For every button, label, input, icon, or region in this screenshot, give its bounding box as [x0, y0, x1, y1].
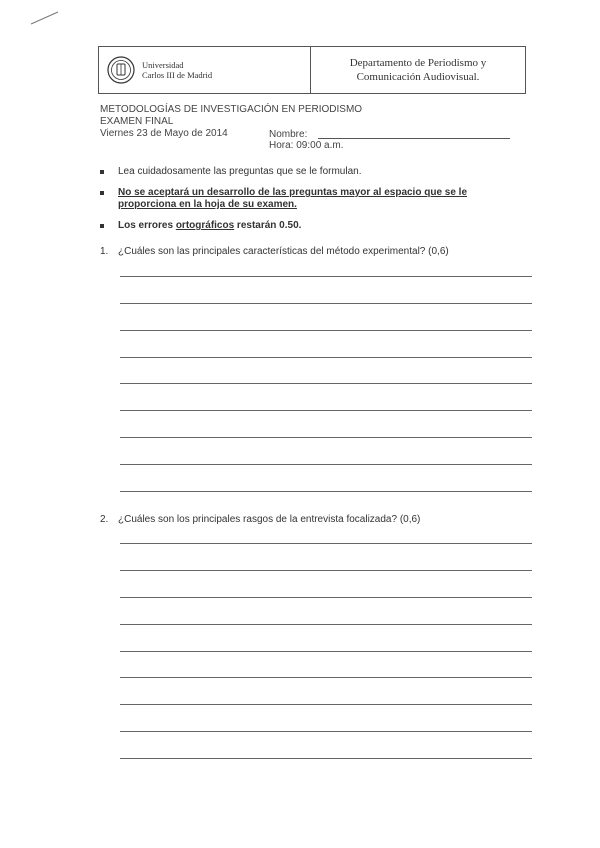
question-2	[100, 514, 420, 526]
question-text: ¿Cuáles son los principales rasgos de la entrevista focalizada? (0,6)	[118, 514, 421, 525]
department-line-2: Comunicación Audiovisual.	[356, 71, 480, 83]
instruction-item: No se aceptará un desarrollo de las preguntas mayor al espacio que se le proporciona en la hoja de su examen.	[98, 187, 518, 211]
answer-line[interactable]	[120, 677, 532, 678]
header-box	[98, 46, 526, 94]
answer-line[interactable]	[120, 410, 532, 411]
department-line-1: Departamento de Periodismo y	[349, 57, 487, 69]
answer-line[interactable]	[120, 543, 532, 544]
answer-line[interactable]	[120, 624, 532, 625]
exam-type: EXAMEN FINAL	[100, 116, 174, 127]
answer-line[interactable]	[120, 704, 532, 705]
university-line-2: Carlos III de Madrid	[142, 70, 213, 80]
exam-time: Hora: 09:00 a.m.	[269, 140, 344, 151]
university-block	[99, 47, 311, 93]
question-text: ¿Cuáles son las principales características del método experimental? (0,6)	[118, 246, 449, 257]
answer-line[interactable]	[120, 570, 532, 571]
university-name	[142, 60, 212, 80]
answer-line[interactable]	[120, 464, 532, 465]
university-line-1: Universidad	[142, 60, 184, 70]
instruction-text: Los errores	[118, 220, 176, 231]
answer-line[interactable]	[120, 651, 532, 652]
question-1	[100, 246, 449, 258]
exam-date: Viernes 23 de Mayo de 2014	[100, 128, 228, 139]
answer-line[interactable]	[120, 597, 532, 598]
name-label: Nombre:	[269, 129, 308, 140]
name-field-line[interactable]	[318, 138, 510, 139]
answer-line[interactable]	[120, 491, 532, 492]
instructions-list	[98, 166, 518, 241]
answer-line[interactable]	[120, 357, 532, 358]
question-number: 2.	[100, 514, 109, 525]
university-seal-icon	[107, 56, 135, 84]
scan-mark	[30, 10, 60, 26]
instruction-text: restarán 0.50.	[234, 220, 302, 231]
course-title: METODOLOGÍAS DE INVESTIGACIÓN EN PERIODISMO	[100, 104, 363, 115]
answer-line[interactable]	[120, 303, 532, 304]
answer-line[interactable]	[120, 731, 532, 732]
answer-line[interactable]	[120, 758, 532, 759]
department-block	[311, 47, 525, 93]
question-number: 1.	[100, 246, 109, 257]
instruction-item	[98, 220, 518, 232]
answer-line[interactable]	[120, 437, 532, 438]
answer-line[interactable]	[120, 383, 532, 384]
instruction-underlined-text: ortográficos	[175, 220, 235, 231]
answer-line[interactable]	[120, 276, 532, 277]
department-name	[350, 56, 487, 84]
answer-line[interactable]	[120, 330, 532, 331]
instruction-item: Lea cuidadosamente las preguntas que se le formulan.	[98, 166, 518, 178]
